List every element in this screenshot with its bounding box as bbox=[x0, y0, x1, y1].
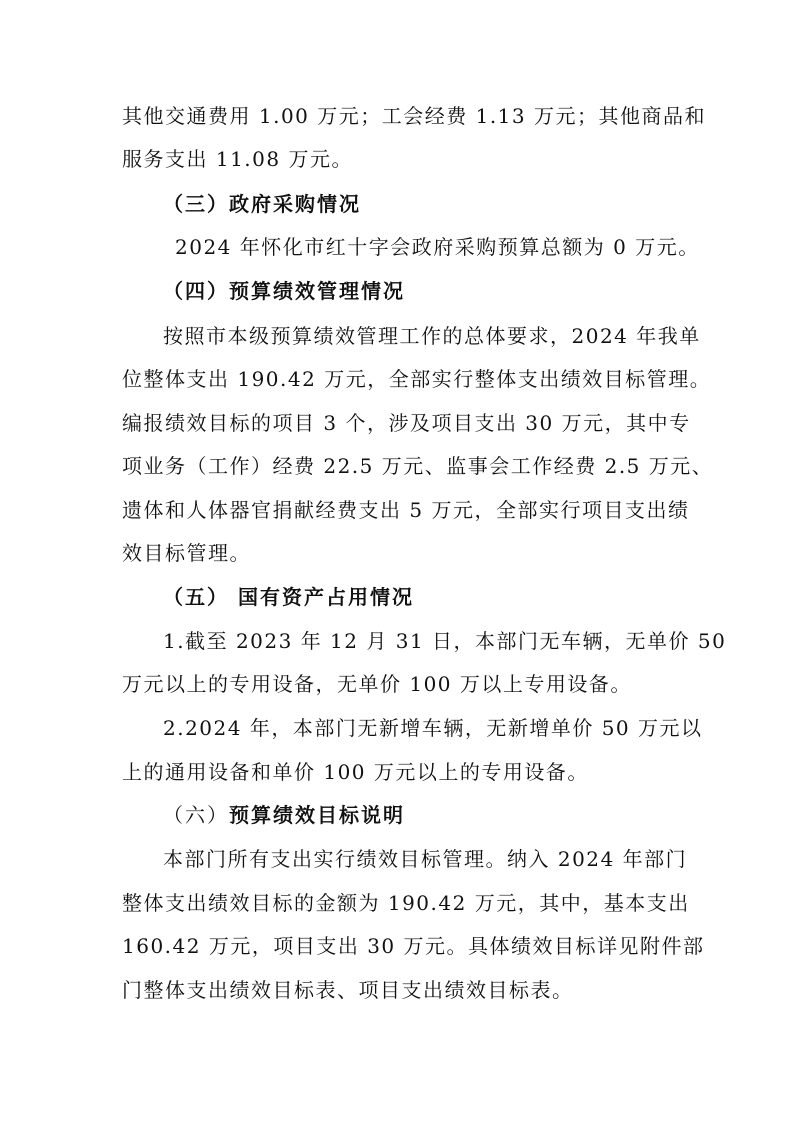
section-heading-4: （四）预算绩效管理情况 bbox=[163, 279, 405, 303]
paragraph-line: 2024 年怀化市红十字会政府采购预算总额为 0 万元。 bbox=[175, 235, 700, 259]
paragraph-line: 本部门所有支出实行绩效目标管理。纳入 2024 年部门 bbox=[163, 847, 688, 871]
paragraph-line: 其他交通费用 1.00 万元；工会经费 1.13 万元；其他商品和 bbox=[122, 104, 706, 128]
paragraph-line: 按照市本级预算绩效管理工作的总体要求，2024 年我单 bbox=[163, 324, 701, 348]
paragraph-line: 门整体支出绩效目标表、项目支出绩效目标表。 bbox=[122, 978, 574, 1002]
paragraph-line: 2.2024 年，本部门无新增车辆，无新增单价 50 万元以 bbox=[163, 716, 703, 740]
paragraph-line: 效目标管理。 bbox=[122, 541, 251, 565]
paragraph-line: 编报绩效目标的项目 3 个，涉及项目支出 30 万元，其中专 bbox=[122, 411, 691, 435]
paragraph-line: 项业务（工作）经费 22.5 万元、监事会工作经费 2.5 万元、 bbox=[122, 454, 714, 478]
section-heading-3: （三）政府采购情况 bbox=[163, 192, 361, 216]
paragraph-line: 位整体支出 190.42 万元，全部实行整体支出绩效目标管理。 bbox=[122, 367, 712, 391]
paragraph-line: 整体支出绩效目标的金额为 190.42 万元，其中，基本支出 bbox=[122, 891, 690, 915]
section-heading-6 bbox=[163, 801, 723, 829]
paragraph-line: 1.截至 2023 年 12 月 31 日，本部门无车辆，无单价 50 bbox=[163, 629, 727, 653]
heading-title: 预算绩效目标说明 bbox=[229, 803, 405, 827]
paragraph-line: 万元以上的专用设备，无单价 100 万以上专用设备。 bbox=[122, 672, 632, 696]
paragraph-line: 服务支出 11.08 万元。 bbox=[122, 147, 353, 171]
paragraph-line: 160.42 万元，项目支出 30 万元。具体绩效目标详见附件部 bbox=[122, 934, 705, 958]
section-heading-5: （五） 国有资产占用情况 bbox=[163, 585, 414, 609]
heading-prefix: （六） bbox=[163, 803, 229, 827]
paragraph-line: 遗体和人体器官捐献经费支出 5 万元，全部实行项目支出绩 bbox=[122, 498, 690, 522]
paragraph-line: 上的通用设备和单价 100 万元以上的专用设备。 bbox=[122, 760, 589, 784]
